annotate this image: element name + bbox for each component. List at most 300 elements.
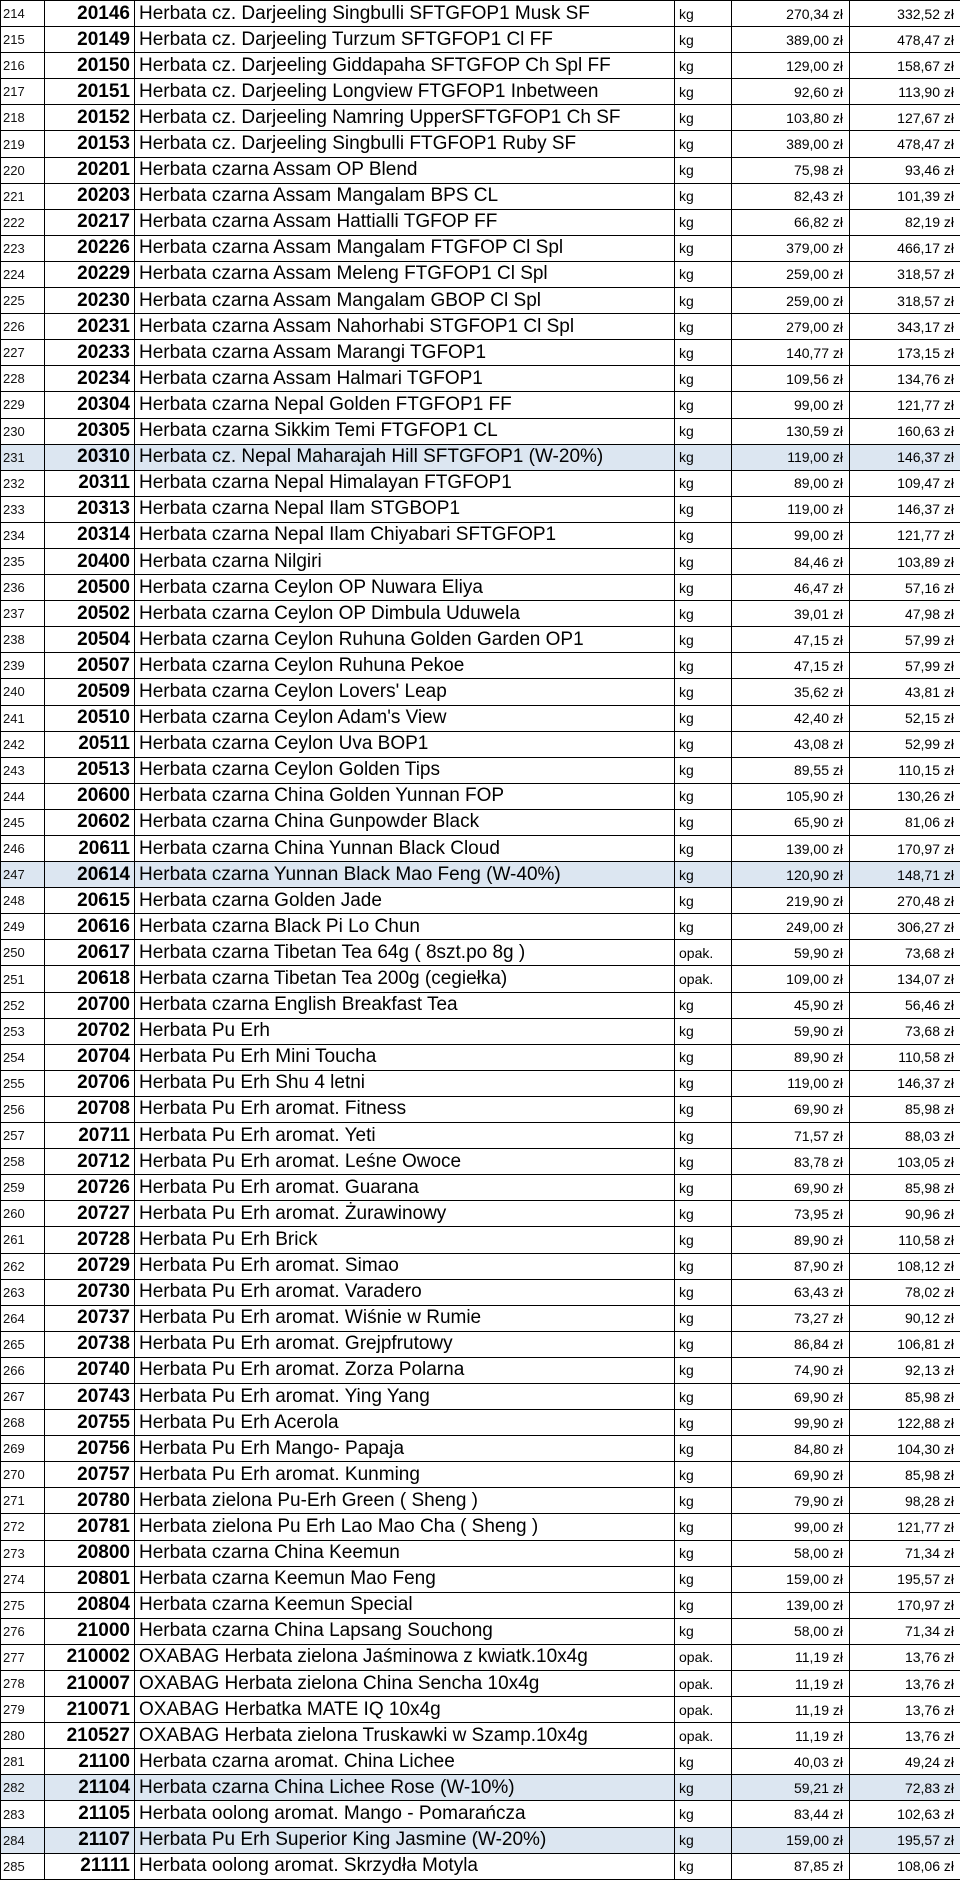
gross-price: 121,77 zł [850, 522, 960, 548]
net-price: 109,00 zł [732, 966, 850, 992]
gross-price: 306,27 zł [850, 914, 960, 940]
price-list-body [1, 1, 960, 1880]
net-price: 59,21 zł [732, 1775, 850, 1801]
table-row [1, 1357, 960, 1383]
table-row [1, 836, 960, 862]
gross-price: 78,02 zł [850, 1279, 960, 1305]
gross-price: 170,97 zł [850, 836, 960, 862]
gross-price: 101,39 zł [850, 183, 960, 209]
gross-price: 85,98 zł [850, 1462, 960, 1488]
net-price: 89,00 zł [732, 470, 850, 496]
net-price: 58,00 zł [732, 1618, 850, 1644]
product-code: 20740 [45, 1357, 135, 1383]
row-number: 219 [1, 131, 45, 157]
product-name: Herbata czarna Nepal Ilam STGBOP1 [135, 496, 675, 522]
row-number: 272 [1, 1514, 45, 1540]
product-name: Herbata czarna Assam Nahorhabi STGFOP1 Cl Spl [135, 314, 675, 340]
unit: opak. [675, 940, 732, 966]
net-price: 89,90 zł [732, 1044, 850, 1070]
gross-price: 85,98 zł [850, 1383, 960, 1409]
product-code: 20729 [45, 1253, 135, 1279]
unit: kg [675, 1018, 732, 1044]
row-number: 265 [1, 1331, 45, 1357]
unit: opak. [675, 1644, 732, 1670]
product-code: 20614 [45, 862, 135, 888]
unit: kg [675, 1357, 732, 1383]
table-row [1, 679, 960, 705]
product-name: Herbata oolong aromat. Mango - Pomarańcza [135, 1801, 675, 1827]
product-name: Herbata Pu Erh aromat. Ying Yang [135, 1383, 675, 1409]
table-row [1, 1514, 960, 1540]
net-price: 63,43 zł [732, 1279, 850, 1305]
product-name: Herbata czarna Nilgiri [135, 548, 675, 574]
table-row [1, 183, 960, 209]
product-name: Herbata Pu Erh Mango- Papaja [135, 1436, 675, 1462]
gross-price: 466,17 zł [850, 235, 960, 261]
row-number: 215 [1, 27, 45, 53]
product-code: 210527 [45, 1723, 135, 1749]
net-price: 73,95 zł [732, 1201, 850, 1227]
row-number: 224 [1, 261, 45, 287]
row-number: 231 [1, 444, 45, 470]
product-code: 210071 [45, 1697, 135, 1723]
row-number: 270 [1, 1462, 45, 1488]
row-number: 247 [1, 862, 45, 888]
unit: kg [675, 1827, 732, 1853]
net-price: 130,59 zł [732, 418, 850, 444]
row-number: 282 [1, 1775, 45, 1801]
row-number: 264 [1, 1305, 45, 1331]
row-number: 266 [1, 1357, 45, 1383]
product-code: 20502 [45, 601, 135, 627]
row-number: 251 [1, 966, 45, 992]
row-number: 257 [1, 1123, 45, 1149]
product-name: Herbata cz. Darjeeling Giddapaha SFTGFOP Ch Spl FF [135, 53, 675, 79]
unit: kg [675, 1801, 732, 1827]
row-number: 220 [1, 157, 45, 183]
gross-price: 72,83 zł [850, 1775, 960, 1801]
unit: kg [675, 1853, 732, 1879]
unit: kg [675, 79, 732, 105]
unit: kg [675, 1279, 732, 1305]
table-row [1, 470, 960, 496]
table-row [1, 1227, 960, 1253]
net-price: 105,90 zł [732, 783, 850, 809]
unit: kg [675, 731, 732, 757]
gross-price: 478,47 zł [850, 27, 960, 53]
unit: kg [675, 1070, 732, 1096]
unit: kg [675, 288, 732, 314]
product-name: Herbata Pu Erh aromat. Zorza Polarna [135, 1357, 675, 1383]
unit: kg [675, 1618, 732, 1644]
net-price: 69,90 zł [732, 1096, 850, 1122]
unit: opak. [675, 1697, 732, 1723]
unit: kg [675, 157, 732, 183]
product-code: 20706 [45, 1070, 135, 1096]
table-row [1, 705, 960, 731]
unit: kg [675, 1462, 732, 1488]
table-row [1, 731, 960, 757]
row-number: 256 [1, 1096, 45, 1122]
product-code: 20304 [45, 392, 135, 418]
net-price: 73,27 zł [732, 1305, 850, 1331]
product-name: Herbata Pu Erh aromat. Yeti [135, 1123, 675, 1149]
gross-price: 318,57 zł [850, 288, 960, 314]
unit: kg [675, 1749, 732, 1775]
gross-price: 170,97 zł [850, 1592, 960, 1618]
product-name: Herbata czarna Keemun Special [135, 1592, 675, 1618]
gross-price: 43,81 zł [850, 679, 960, 705]
table-row [1, 522, 960, 548]
product-code: 20602 [45, 809, 135, 835]
table-row [1, 1462, 960, 1488]
row-number: 243 [1, 757, 45, 783]
unit: kg [675, 1488, 732, 1514]
net-price: 45,90 zł [732, 992, 850, 1018]
product-code: 20780 [45, 1488, 135, 1514]
product-name: Herbata czarna Assam Mangalam BPS CL [135, 183, 675, 209]
row-number: 244 [1, 783, 45, 809]
product-code: 21107 [45, 1827, 135, 1853]
product-code: 20726 [45, 1175, 135, 1201]
row-number: 232 [1, 470, 45, 496]
product-code: 20702 [45, 1018, 135, 1044]
net-price: 58,00 zł [732, 1540, 850, 1566]
gross-price: 108,12 zł [850, 1253, 960, 1279]
product-code: 20217 [45, 209, 135, 235]
row-number: 229 [1, 392, 45, 418]
gross-price: 71,34 zł [850, 1618, 960, 1644]
net-price: 109,56 zł [732, 366, 850, 392]
gross-price: 52,99 zł [850, 731, 960, 757]
unit: kg [675, 1123, 732, 1149]
product-name: Herbata czarna China Golden Yunnan FOP [135, 783, 675, 809]
gross-price: 57,99 zł [850, 653, 960, 679]
net-price: 69,90 zł [732, 1175, 850, 1201]
table-row [1, 53, 960, 79]
product-name: Herbata Pu Erh aromat. Fitness [135, 1096, 675, 1122]
row-number: 217 [1, 79, 45, 105]
row-number: 253 [1, 1018, 45, 1044]
table-row [1, 1149, 960, 1175]
gross-price: 270,48 zł [850, 888, 960, 914]
product-name: Herbata czarna Sikkim Temi FTGFOP1 CL [135, 418, 675, 444]
product-name: Herbata Pu Erh aromat. Wiśnie w Rumie [135, 1305, 675, 1331]
table-row [1, 653, 960, 679]
net-price: 79,90 zł [732, 1488, 850, 1514]
product-code: 21105 [45, 1801, 135, 1827]
net-price: 259,00 zł [732, 261, 850, 287]
table-row [1, 1671, 960, 1697]
product-code: 20305 [45, 418, 135, 444]
unit: kg [675, 1514, 732, 1540]
table-row [1, 757, 960, 783]
product-name: Herbata czarna Ceylon Adam's View [135, 705, 675, 731]
net-price: 86,84 zł [732, 1331, 850, 1357]
product-name: Herbata czarna Assam Hattialli TGFOP FF [135, 209, 675, 235]
row-number: 276 [1, 1618, 45, 1644]
product-code: 20233 [45, 340, 135, 366]
row-number: 218 [1, 105, 45, 131]
unit: kg [675, 1305, 732, 1331]
product-code: 20737 [45, 1305, 135, 1331]
unit: kg [675, 470, 732, 496]
product-code: 20755 [45, 1410, 135, 1436]
gross-price: 343,17 zł [850, 314, 960, 340]
net-price: 140,77 zł [732, 340, 850, 366]
unit: kg [675, 1410, 732, 1436]
product-code: 20230 [45, 288, 135, 314]
gross-price: 73,68 zł [850, 940, 960, 966]
row-number: 260 [1, 1201, 45, 1227]
product-code: 20781 [45, 1514, 135, 1540]
unit: kg [675, 1227, 732, 1253]
product-name: Herbata Pu Erh Superior King Jasmine (W-20%) [135, 1827, 675, 1853]
product-name: Herbata Pu Erh Brick [135, 1227, 675, 1253]
product-code: 20615 [45, 888, 135, 914]
unit: kg [675, 1540, 732, 1566]
product-code: 20229 [45, 261, 135, 287]
product-name: Herbata czarna Assam OP Blend [135, 157, 675, 183]
table-row [1, 314, 960, 340]
net-price: 270,34 zł [732, 1, 850, 27]
table-row [1, 340, 960, 366]
row-number: 268 [1, 1410, 45, 1436]
product-code: 20513 [45, 757, 135, 783]
unit: kg [675, 1175, 732, 1201]
table-row [1, 1488, 960, 1514]
row-number: 283 [1, 1801, 45, 1827]
product-name: Herbata Pu Erh aromat. Żurawinowy [135, 1201, 675, 1227]
unit: kg [675, 575, 732, 601]
product-name: Herbata Pu Erh Acerola [135, 1410, 675, 1436]
product-name: Herbata czarna China Gunpowder Black [135, 809, 675, 835]
table-row [1, 1070, 960, 1096]
table-row [1, 992, 960, 1018]
gross-price: 56,46 zł [850, 992, 960, 1018]
product-code: 20757 [45, 1462, 135, 1488]
table-row [1, 940, 960, 966]
product-code: 21104 [45, 1775, 135, 1801]
product-code: 20801 [45, 1566, 135, 1592]
net-price: 69,90 zł [732, 1383, 850, 1409]
row-number: 279 [1, 1697, 45, 1723]
unit: kg [675, 548, 732, 574]
unit: kg [675, 783, 732, 809]
table-row [1, 261, 960, 287]
product-name: Herbata czarna Nepal Himalayan FTGFOP1 [135, 470, 675, 496]
unit: kg [675, 1096, 732, 1122]
unit: kg [675, 340, 732, 366]
product-name: Herbata cz. Darjeeling Singbulli FTGFOP1 Ruby SF [135, 131, 675, 157]
gross-price: 146,37 zł [850, 444, 960, 470]
table-row [1, 888, 960, 914]
net-price: 379,00 zł [732, 235, 850, 261]
gross-price: 160,63 zł [850, 418, 960, 444]
table-row [1, 1436, 960, 1462]
product-code: 21100 [45, 1749, 135, 1775]
table-row [1, 496, 960, 522]
product-code: 20153 [45, 131, 135, 157]
unit: kg [675, 392, 732, 418]
unit: opak. [675, 966, 732, 992]
row-number: 277 [1, 1644, 45, 1670]
net-price: 139,00 zł [732, 1592, 850, 1618]
product-code: 20509 [45, 679, 135, 705]
product-code: 20510 [45, 705, 135, 731]
unit: kg [675, 705, 732, 731]
net-price: 11,19 zł [732, 1723, 850, 1749]
product-name: Herbata Pu Erh aromat. Guarana [135, 1175, 675, 1201]
gross-price: 122,88 zł [850, 1410, 960, 1436]
table-row [1, 548, 960, 574]
net-price: 139,00 zł [732, 836, 850, 862]
product-code: 20617 [45, 940, 135, 966]
product-name: OXABAG Herbata zielona China Sencha 10x4g [135, 1671, 675, 1697]
table-row [1, 418, 960, 444]
product-name: OXABAG Herbata zielona Truskawki w Szamp.10x4g [135, 1723, 675, 1749]
gross-price: 318,57 zł [850, 261, 960, 287]
product-code: 210002 [45, 1644, 135, 1670]
gross-price: 90,12 zł [850, 1305, 960, 1331]
unit: kg [675, 601, 732, 627]
net-price: 47,15 zł [732, 653, 850, 679]
net-price: 89,90 zł [732, 1227, 850, 1253]
product-name: Herbata czarna Ceylon Ruhuna Pekoe [135, 653, 675, 679]
product-code: 20201 [45, 157, 135, 183]
product-code: 20400 [45, 548, 135, 574]
gross-price: 71,34 zł [850, 1540, 960, 1566]
product-name: Herbata Pu Erh aromat. Kunming [135, 1462, 675, 1488]
row-number: 228 [1, 366, 45, 392]
net-price: 74,90 zł [732, 1357, 850, 1383]
gross-price: 13,76 zł [850, 1723, 960, 1749]
row-number: 269 [1, 1436, 45, 1462]
gross-price: 195,57 zł [850, 1827, 960, 1853]
product-name: Herbata czarna Assam Meleng FTGFOP1 Cl Spl [135, 261, 675, 287]
table-row [1, 601, 960, 627]
gross-price: 90,96 zł [850, 1201, 960, 1227]
gross-price: 478,47 zł [850, 131, 960, 157]
product-name: Herbata czarna China Lapsang Souchong [135, 1618, 675, 1644]
row-number: 234 [1, 522, 45, 548]
product-code: 20234 [45, 366, 135, 392]
gross-price: 92,13 zł [850, 1357, 960, 1383]
gross-price: 85,98 zł [850, 1096, 960, 1122]
table-row [1, 1827, 960, 1853]
table-row [1, 627, 960, 653]
unit: kg [675, 496, 732, 522]
row-number: 252 [1, 992, 45, 1018]
table-row [1, 1644, 960, 1670]
row-number: 281 [1, 1749, 45, 1775]
net-price: 39,01 zł [732, 601, 850, 627]
gross-price: 47,98 zł [850, 601, 960, 627]
row-number: 242 [1, 731, 45, 757]
gross-price: 98,28 zł [850, 1488, 960, 1514]
unit: kg [675, 888, 732, 914]
row-number: 249 [1, 914, 45, 940]
product-code: 20600 [45, 783, 135, 809]
product-name: Herbata Pu Erh aromat. Leśne Owoce [135, 1149, 675, 1175]
table-row [1, 1592, 960, 1618]
gross-price: 158,67 zł [850, 53, 960, 79]
unit: kg [675, 653, 732, 679]
table-row [1, 79, 960, 105]
table-row [1, 1540, 960, 1566]
net-price: 66,82 zł [732, 209, 850, 235]
product-code: 20727 [45, 1201, 135, 1227]
net-price: 119,00 zł [732, 496, 850, 522]
product-code: 20314 [45, 522, 135, 548]
gross-price: 332,52 zł [850, 1, 960, 27]
gross-price: 110,15 zł [850, 757, 960, 783]
row-number: 259 [1, 1175, 45, 1201]
unit: kg [675, 53, 732, 79]
row-number: 263 [1, 1279, 45, 1305]
unit: kg [675, 1201, 732, 1227]
net-price: 40,03 zł [732, 1749, 850, 1775]
row-number: 280 [1, 1723, 45, 1749]
product-name: Herbata cz. Darjeeling Namring UpperSFTGFOP1 Ch SF [135, 105, 675, 131]
product-name: Herbata czarna Ceylon Golden Tips [135, 757, 675, 783]
product-code: 20203 [45, 183, 135, 209]
gross-price: 108,06 zł [850, 1853, 960, 1879]
product-name: Herbata czarna English Breakfast Tea [135, 992, 675, 1018]
net-price: 83,78 zł [732, 1149, 850, 1175]
unit: opak. [675, 1723, 732, 1749]
net-price: 99,00 zł [732, 1514, 850, 1540]
table-row [1, 1723, 960, 1749]
row-number: 214 [1, 1, 45, 27]
table-row [1, 914, 960, 940]
product-code: 20616 [45, 914, 135, 940]
net-price: 71,57 zł [732, 1123, 850, 1149]
gross-price: 81,06 zł [850, 809, 960, 835]
net-price: 59,90 zł [732, 940, 850, 966]
product-name: Herbata czarna Nepal Golden FTGFOP1 FF [135, 392, 675, 418]
net-price: 99,90 zł [732, 1410, 850, 1436]
gross-price: 13,76 zł [850, 1671, 960, 1697]
net-price: 82,43 zł [732, 183, 850, 209]
row-number: 250 [1, 940, 45, 966]
table-row [1, 209, 960, 235]
table-row [1, 1566, 960, 1592]
table-row [1, 1749, 960, 1775]
net-price: 219,90 zł [732, 888, 850, 914]
product-name: Herbata czarna Golden Jade [135, 888, 675, 914]
row-number: 278 [1, 1671, 45, 1697]
row-number: 245 [1, 809, 45, 835]
net-price: 65,90 zł [732, 809, 850, 835]
product-code: 20231 [45, 314, 135, 340]
product-name: Herbata Pu Erh aromat. Simao [135, 1253, 675, 1279]
unit: kg [675, 1436, 732, 1462]
product-name: Herbata czarna Nepal Ilam Chiyabari SFTGFOP1 [135, 522, 675, 548]
product-name: Herbata czarna Assam Halmari TGFOP1 [135, 366, 675, 392]
product-code: 20804 [45, 1592, 135, 1618]
product-name: Herbata oolong aromat. Skrzydła Motyla [135, 1853, 675, 1879]
product-name: Herbata Pu Erh aromat. Grejpfrutowy [135, 1331, 675, 1357]
gross-price: 13,76 zł [850, 1697, 960, 1723]
net-price: 119,00 zł [732, 1070, 850, 1096]
product-name: OXABAG Herbata zielona Jaśminowa z kwiatk.10x4g [135, 1644, 675, 1670]
product-name: Herbata czarna Ceylon OP Dimbula Uduwela [135, 601, 675, 627]
unit: kg [675, 444, 732, 470]
gross-price: 104,30 zł [850, 1436, 960, 1462]
row-number: 226 [1, 314, 45, 340]
product-code: 20151 [45, 79, 135, 105]
